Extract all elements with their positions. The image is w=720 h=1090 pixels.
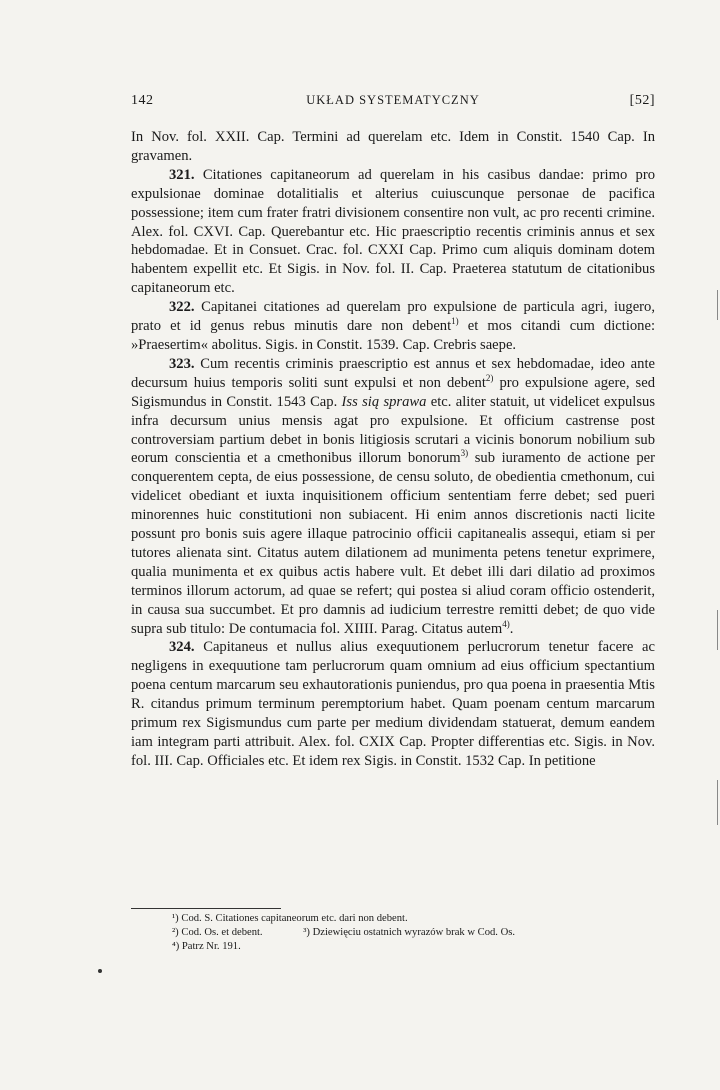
footnote-mark: ²) (172, 927, 179, 938)
paragraph-number: 324. (169, 639, 195, 656)
paragraph-text: In Nov. fol. XXII. Cap. Termini ad querelam etc. Idem in Constit. 1540 Cap. In gravamen. (131, 129, 655, 164)
footnote-ref: 3) (460, 448, 469, 459)
footnote-mark: ¹) (172, 913, 179, 924)
body-text (131, 128, 655, 771)
paragraph-continuation (131, 128, 655, 166)
ink-spot (98, 969, 102, 973)
paragraph-number: 321. (169, 166, 195, 183)
footnote-ref: 4) (502, 618, 510, 629)
paragraph-text: pro expulsione agere, sed Sigismundus in Constit. 1543 Cap. (131, 374, 656, 410)
footnote-ref: 2) (485, 372, 494, 383)
footnotes (172, 912, 692, 954)
page-edge-mark (717, 290, 718, 320)
footnote-ref: 1) (451, 316, 459, 327)
italic-phrase: Iss sią sprawa (341, 393, 427, 410)
footnote-mark: ⁴) (172, 941, 180, 952)
paragraph-text: Capitaneus et nullus alius exequutionem perlucrorum tenetur facere ac negligens in exequutione tam perlucrorum quam omnium ad eius officium spectantium poena centum marcarum seu exhautorationis puniendus, pro qua poena in praesentia Mtis R. citandus primum terminum peremptorium habet. Quam poenam centum marcarum primum rex Sigismundus cum parte per medium dividendam statuerat, demum eandem iam integram parti attribuit. Alex. fol. CXIX Cap. Propter differentias etc. Sigis. in Nov. fol. III. Cap. Officiales etc. Et idem rex Sigis. in Constit. 1532 Cap. In petitione (131, 639, 655, 769)
running-title: UKŁAD SYSTEMATYCZNY (306, 93, 480, 107)
paragraph-text: Citationes capitaneorum ad querelam in his casibus dandae: primo pro expulsionae dominae dotalitialis et alterius cuiuscunque personae de pacifica possessione; item cum frater fratri divisionem consentire non vult, ac pro recenti crimine. Alex. fol. CXVI. Cap. Querebantur etc. Hic praescriptio recentis criminis annus et sex hebdomadae. Et in Consuet. Crac. fol. CXXI Cap. Primo cum aliquis dominam dotem habentem expellit etc. Et Sigis. in Nov. fol. II. Cap. Praeterea statutum de citationibus capitaneorum etc. (131, 166, 655, 297)
running-header (131, 93, 655, 113)
page-edge-mark (717, 610, 718, 650)
paragraph-text: . (509, 620, 514, 637)
paragraph-text: etc. aliter statuit, ut videlicet expulsus infra decursum unius mensis agat pro expulsione. Et officium castrense post controversiam partium debet in bonis litigiosis scrutari a vicinis bonorum nobilium sub eorum conscientia et a cmethonibus illorum bonorum (131, 393, 655, 467)
paragraph-323 (131, 355, 655, 639)
footnote-mark: ³) (303, 927, 310, 938)
paragraph-324 (131, 638, 655, 770)
paragraph-number: 323. (169, 355, 195, 372)
page-number: 142 (131, 93, 154, 108)
footnote-text: Cod. S. Citationes capitaneorum etc. dari non debent. (181, 913, 408, 924)
paragraph-text: et mos citandi cum dictione: »Praesertim« abolitus. Sigis. in Constit. 1539. Cap. Crebris saepe. (131, 318, 655, 353)
paragraph-text: sub iuramento de actione per conquerentem cepta, de eius possessione, de censu soluto, de obedientia cmethonum, cui videlicet obediant et iuxta inquisitionem officium sententiam ferre debet; sed pueri minorennes huic constitutioni non subiacent. Hi enim annos discretionis nacti licite possunt pro bonis suis agere illaque patrocinio officii capitanealis assequi, etiam si per tutores alienata sint. Citatus autem dilationem ad munimenta petens tenetur exprimere, qualia munimenta et ex quibus actis habere vult. Et debet illi dari dilatio ad proximos terminos illorum actorum, ad quae se refert; qui postea si aliud coram officio ostenderit, in causa sua succumbet. Et pro damnis ad iudicium terrestre remitti debet; de quo vide supra sub titulo: De contumacia fol. XIIII. Parag. Citatus autem (131, 450, 655, 637)
footnote (172, 912, 692, 926)
footnote-text: Patrz Nr. 191. (181, 941, 241, 952)
paragraph-321 (131, 166, 655, 298)
footnote-text: Dziewięciu ostatnich wyrazów brak w Cod. Os. (312, 927, 516, 938)
footnote (172, 940, 692, 954)
paragraph-number: 322. (169, 299, 195, 316)
page-edge-mark (717, 780, 718, 825)
paragraph-text: Capitanei citationes ad querelam pro expulsione de particula agri, iugero, prato et id genus rebus minutis dare non debent (131, 299, 655, 335)
paragraph-text: Cum recentis criminis praescriptio est annus et sex hebdomadae, ideo ante decursum huius temporis soliti sunt expulsi et non debent (131, 355, 655, 391)
footnote-text: Cod. Os. et debent. (181, 927, 263, 938)
section-reference: [52] (629, 93, 655, 108)
footnote (172, 926, 692, 940)
footnote-divider (131, 908, 281, 909)
paragraph-322 (131, 298, 655, 355)
